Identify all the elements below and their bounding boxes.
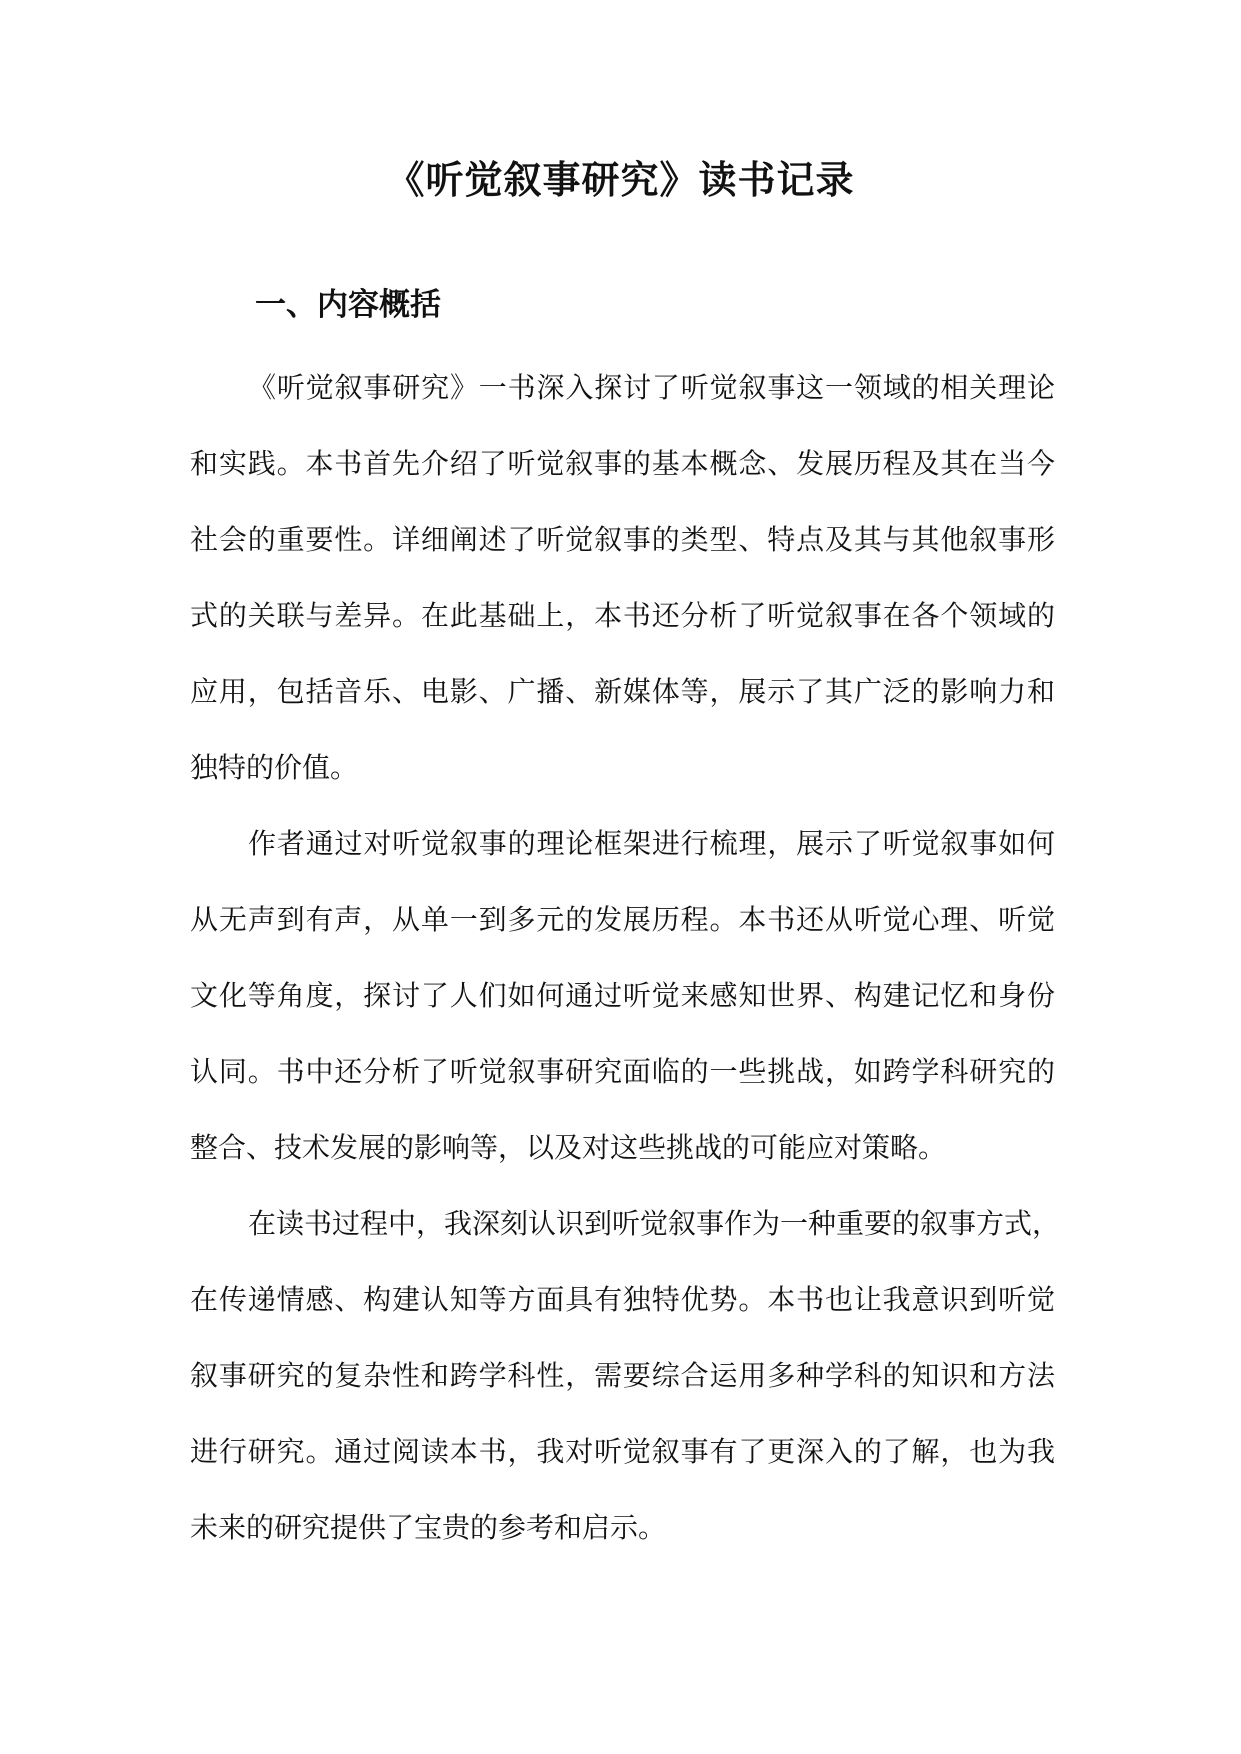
- paragraph-line: 作者通过对听觉叙事的理论框架进行梳理，展示了听觉叙事如何: [248, 827, 1055, 860]
- paragraph-line: 未来的研究提供了宝贵的参考和启示。: [190, 1511, 667, 1544]
- paragraph-line: 独特的价值。: [190, 751, 359, 784]
- paragraph-line: 文化等角度，探讨了人们如何通过听觉来感知世界、构建记忆和身份: [190, 979, 1055, 1012]
- document-title: 《听觉叙事研究》读书记录: [386, 158, 855, 202]
- paragraph-line: 社会的重要性。详细阐述了听觉叙事的类型、特点及其与其他叙事形: [190, 523, 1055, 556]
- paragraph-line: 整合、技术发展的影响等，以及对这些挑战的可能应对策略。: [190, 1131, 947, 1164]
- paragraph-line: 在读书过程中，我深刻认识到听觉叙事作为一种重要的叙事方式，: [248, 1207, 1061, 1240]
- section-heading: 一、内容概括: [255, 287, 441, 323]
- paragraph-line: 叙事研究的复杂性和跨学科性，需要综合运用多种学科的知识和方法: [190, 1359, 1055, 1392]
- paragraph-line: 进行研究。通过阅读本书，我对听觉叙事有了更深入的了解，也为我: [190, 1435, 1055, 1468]
- paragraph-summary-3: [190, 1186, 1061, 1566]
- paragraph-line: 式的关联与差异。在此基础上，本书还分析了听觉叙事在各个领域的: [190, 599, 1055, 632]
- paragraph-line: 在传递情感、构建认知等方面具有独特优势。本书也让我意识到听觉: [190, 1283, 1055, 1316]
- paragraph-line: 认同。书中还分析了听觉叙事研究面临的一些挑战，如跨学科研究的: [190, 1055, 1055, 1088]
- paragraph-line: 应用，包括音乐、电影、广播、新媒体等，展示了其广泛的影响力和: [190, 675, 1055, 708]
- paragraph-line: 从无声到有声，从单一到多元的发展历程。本书还从听觉心理、听觉: [190, 903, 1055, 936]
- paragraph-summary-1: [190, 350, 1055, 806]
- paragraph-line: 和实践。本书首先介绍了听觉叙事的基本概念、发展历程及其在当今: [190, 447, 1055, 480]
- paragraph-summary-2: [190, 806, 1055, 1186]
- paragraph-line: 《听觉叙事研究》一书深入探讨了听觉叙事这一领域的相关理论: [248, 371, 1055, 404]
